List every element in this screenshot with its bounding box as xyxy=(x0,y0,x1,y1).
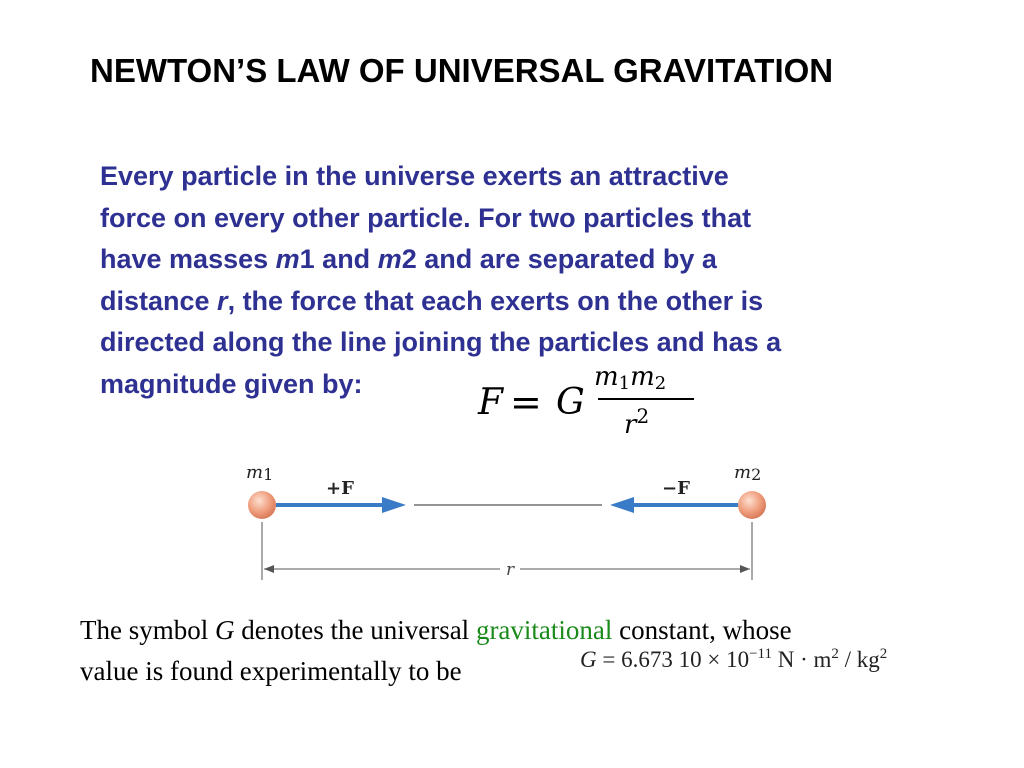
slide-title: NEWTON’S LAW OF UNIVERSAL GRAVITATION xyxy=(90,52,834,89)
mass-1-sphere xyxy=(248,491,276,519)
mass-symbol-m1: m xyxy=(275,244,300,274)
formula-denominator: $r^2$ xyxy=(624,404,650,440)
G-symbol: G xyxy=(215,615,235,645)
statement-line-3: have masses m1 and m2 and are separated by a xyxy=(100,244,717,274)
statement-line-1: Every particle in the universe exerts an attractive xyxy=(100,161,729,191)
statement-line-5: directed along the line joining the particles and has a xyxy=(100,327,782,357)
gravitational-word: gravitational xyxy=(475,615,613,645)
formula-equals: = xyxy=(510,380,542,424)
distance-label: r xyxy=(506,560,515,580)
mass-1-label: m1 xyxy=(246,462,274,484)
formula-numerator: $m_1m_2$ xyxy=(594,362,667,394)
force-arrow-right xyxy=(276,497,406,513)
mass-symbol-m2: m xyxy=(377,244,402,274)
mass-2-label: m2 xyxy=(734,462,762,484)
gravitational-constant-value: G = 6.673 $10 \times 10^{-11}$ $N \cdot m^2 / kg^2$ xyxy=(580,646,888,672)
formula-force: F xyxy=(478,382,503,423)
particles-diagram xyxy=(238,452,778,586)
statement-line-2: force on every other particle. For two particles that xyxy=(100,202,752,233)
description-line-2: value is found experimentally to be xyxy=(80,656,462,686)
distance-symbol: r xyxy=(217,285,228,316)
statement-line-4: distance r, the force that each exerts on the other is xyxy=(100,285,764,316)
gravitation-formula xyxy=(474,360,704,452)
plus-force-label: +F xyxy=(326,478,354,499)
description-line-1: The symbol G denotes the universal gravitational constant, whose xyxy=(80,615,792,645)
force-arrow-left xyxy=(610,497,738,513)
mass-2-sphere xyxy=(738,491,766,519)
formula-constant: G xyxy=(556,382,585,423)
statement-line-6: magnitude given by: xyxy=(100,368,363,399)
minus-force-label: −F xyxy=(662,478,690,499)
fraction-bar xyxy=(598,398,694,400)
particles-diagram-svg xyxy=(238,452,778,586)
